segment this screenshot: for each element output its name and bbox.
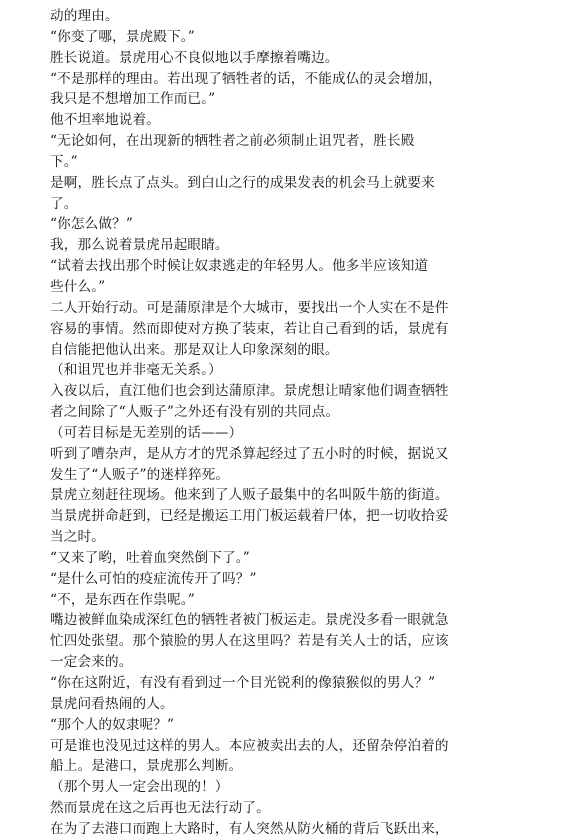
text-line: （和诅咒也并非毫无关系。） bbox=[50, 362, 222, 379]
text-line: 是啊，胜长点了点头。到白山之行的成果发表的机会马上就要来 bbox=[50, 174, 435, 191]
text-line: 忙四处张望。那个猿脸的男人在这里吗？若是有关人士的话，应该 bbox=[50, 633, 449, 650]
text-line: 下。” bbox=[50, 153, 78, 170]
text-line: 船上。是港口，景虎那么判断。 bbox=[50, 758, 243, 775]
text-line: 他不坦率地说着。 bbox=[50, 112, 160, 129]
text-line: “不，是东西在作祟呢。” bbox=[50, 591, 195, 608]
text-line: 我只是不想增加工作而已。” bbox=[50, 91, 216, 108]
text-line: 动的理由。 bbox=[50, 8, 119, 24]
text-line: （那个男人一定会出现的！） bbox=[50, 779, 229, 796]
text-line: 可是谁也没见过这样的男人。本应被卖出去的人，还留杂停泊着的 bbox=[50, 737, 449, 754]
text-line: “又来了哟，吐着血突然倒下了。” bbox=[50, 549, 250, 566]
text-line: 胜长说道。景虎用心不良似地以手摩擦着嘴边。 bbox=[50, 49, 339, 66]
text-line: “你在这附近，有没有看到过一个目光锐利的像猿猴似的男人？” bbox=[50, 675, 436, 691]
text-line: 在为了去港口而跑上大路时，有人突然从防火桶的背后飞跃出来， bbox=[50, 820, 449, 837]
text-line: 听到了嘈杂声，是从方才的咒杀算起经过了五小时的时候，据说又 bbox=[50, 445, 449, 462]
text-line: （可若目标是无差别的话——） bbox=[50, 424, 243, 441]
text-line: “不是那样的理由。若出现了牺牲者的话，不能成仏的灵会增加， bbox=[50, 70, 442, 87]
text-line: 嘴边被鲜血染成深红色的牺牲者被门板运走。景虎没多看一眼就急 bbox=[50, 612, 449, 629]
text-line: 当之时。 bbox=[50, 529, 105, 546]
text-line: 一定会来的。 bbox=[50, 654, 133, 671]
text-line: 者之间除了“人贩子”之外还有没有别的共同点。 bbox=[50, 404, 340, 421]
text-line: 发生了“人贩子”的迷样猝死。 bbox=[50, 466, 230, 483]
text-line: “那个人的奴隶呢？” bbox=[50, 716, 175, 733]
text-line: 自信能把他认出来。那是双让人印象深刻的眼。 bbox=[50, 341, 339, 358]
text-line: 入夜以后，直江他们也会到达蒲原津。景虎想让晴家他们调查牺牲 bbox=[50, 383, 449, 400]
text-line: 些什么。” bbox=[50, 278, 106, 295]
text-line: “你怎么做？” bbox=[50, 216, 133, 233]
text-line: 景虎问看热闹的人。 bbox=[50, 695, 174, 712]
text-line: “试着去找出那个时候让奴隶逃走的年轻男人。他多半应该知道 bbox=[50, 258, 429, 275]
text-line: 二人开始行动。可是蒲原津是个大城市，要找出一个人实在不是件 bbox=[50, 299, 449, 316]
text-line: “无论如何，在出现新的牺牲者之前必须制止诅咒者，胜长殿 bbox=[50, 133, 415, 150]
text-line: 容易的事情。然而即使对方换了装束，若让自己看到的话，景虎有 bbox=[50, 320, 449, 337]
body-text bbox=[50, 6, 557, 840]
text-line: 景虎立刻赶往现场。他来到了人贩子最集中的名叫阪牛筋的街道。 bbox=[50, 487, 449, 504]
text-line: 当景虎拼命赶到，已经是搬运工用门板运载着尸体，把一切收拾妥 bbox=[50, 508, 449, 525]
text-line: “你变了哪，景虎殿下。” bbox=[50, 28, 195, 45]
text-line: 然而景虎在这之后再也无法行动了。 bbox=[50, 800, 270, 817]
text-line: 我，那么说着景虎吊起眼睛。 bbox=[50, 237, 229, 254]
text-line: 了。 bbox=[50, 195, 78, 212]
text-line: “是什么可怕的疫症流传开了吗？” bbox=[50, 570, 257, 587]
